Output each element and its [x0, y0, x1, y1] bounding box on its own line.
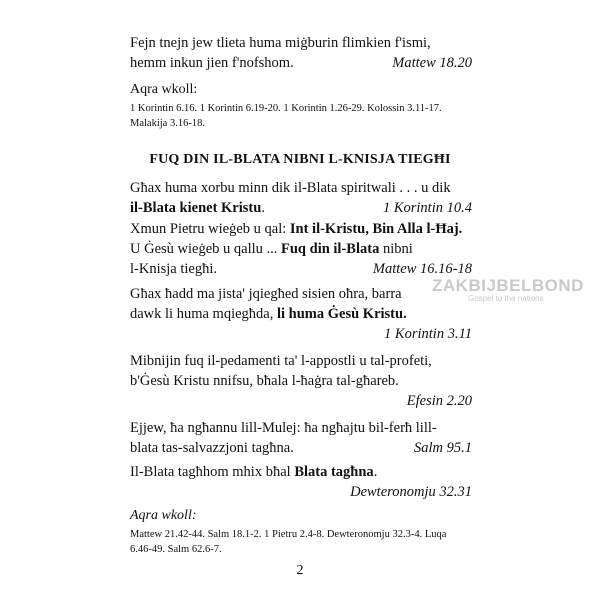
- verse-text: .: [261, 200, 265, 216]
- verse-text: nibni: [379, 241, 413, 257]
- verse-line: Għax huma xorbu minn dik il-Blata spiritwali . . . u dik: [130, 180, 451, 196]
- see-also-refs: [130, 101, 480, 131]
- verse-bold-text: Int il-Kristu, Bin Alla l-Ħaj.: [289, 221, 463, 237]
- refs-line: 1 Korintin 6.16. 1 Korintin 6.19-20. 1 Korintin 1.26-29. Kolossin 3.11-17.: [130, 103, 442, 114]
- verse-4: [130, 351, 472, 411]
- verse-text: Il-Blata tagħhom mhix bħal: [130, 464, 295, 480]
- verse-text: Xmun Pietru wieġeb u qal:: [130, 221, 290, 237]
- verse-reference: 1 Korintin 3.11: [384, 326, 472, 342]
- verse-6: [130, 462, 472, 502]
- verse-text: U Ġesù wieġeb u qallu ...: [130, 241, 282, 257]
- verse-line: Fejn tnejn jew tlieta huma miġburin flimkien f'ismi,: [130, 35, 431, 51]
- verse-line: Mibnijin fuq il-pedamenti ta' l-appostli u tal-profeti,: [130, 353, 432, 369]
- verse-5: [130, 418, 472, 458]
- verse-text: .: [373, 464, 378, 480]
- verse-text: blata tas-salvazzjoni tagħna.: [130, 440, 294, 456]
- verse-reference: Mattew 18.20: [392, 55, 472, 71]
- verse-line: b'Ġesù Kristu nnifsu, bħala l-ħaġra tal-għareb.: [130, 373, 399, 389]
- refs-line: 6.46-49. Salm 62.6-7.: [130, 544, 222, 555]
- verse-bold-text: Fuq din il-Blata: [281, 241, 380, 257]
- see-also-label: Aqra wkoll:: [130, 508, 197, 523]
- verse-1: [130, 178, 472, 218]
- verse-reference: Efesin 2.20: [406, 393, 472, 409]
- verse-bold-text: Blata tagħna: [294, 464, 374, 480]
- verse-reference: Mattew 16.16-18: [372, 261, 472, 277]
- verse-line: hemm inkun jien f'nofshom.: [130, 55, 294, 71]
- verse-reference: Dewteronomju 32.31: [350, 484, 472, 500]
- verse-bold-text: il-Blata kienet Kristu: [130, 200, 262, 216]
- verse-3: [130, 284, 472, 344]
- watermark-tagline: Gospel to the nations: [468, 294, 544, 303]
- verse-line: Għax ħadd ma jista' jqiegħed sisien oħra, barra: [130, 286, 402, 302]
- refs-line: Malakija 3.16-18.: [130, 118, 205, 129]
- verse-reference: 1 Korintin 10.4: [382, 200, 472, 216]
- see-also-label: Aqra wkoll:: [130, 82, 198, 97]
- verse-text: dawk li huma mqiegħda,: [130, 306, 277, 322]
- verse-reference: Salm 95.1: [414, 440, 472, 456]
- see-also-refs: [130, 527, 480, 557]
- section-heading: FUQ DIN IL-BLATA NIBNI L-KNISJA TIEGĦI: [149, 152, 451, 167]
- verse-line: Ejjew, ħa ngħannu lill-Mulej: ħa ngħajtu bil-ferħ lill-: [130, 420, 437, 436]
- verse-text: l-Knisja tiegħi.: [130, 261, 217, 277]
- watermark-logo: ZAKBIJBELBOND: [432, 276, 584, 295]
- verse-bold-text: li huma Ġesù Kristu.: [276, 306, 407, 322]
- refs-line: Mattew 21.42-44. Salm 18.1-2. 1 Pietru 2.4-8. Dewteronomju 32.3-4. Luqa: [130, 529, 447, 540]
- verse-2: [130, 219, 472, 279]
- page-number: 2: [296, 563, 304, 578]
- verse-top: [130, 33, 472, 73]
